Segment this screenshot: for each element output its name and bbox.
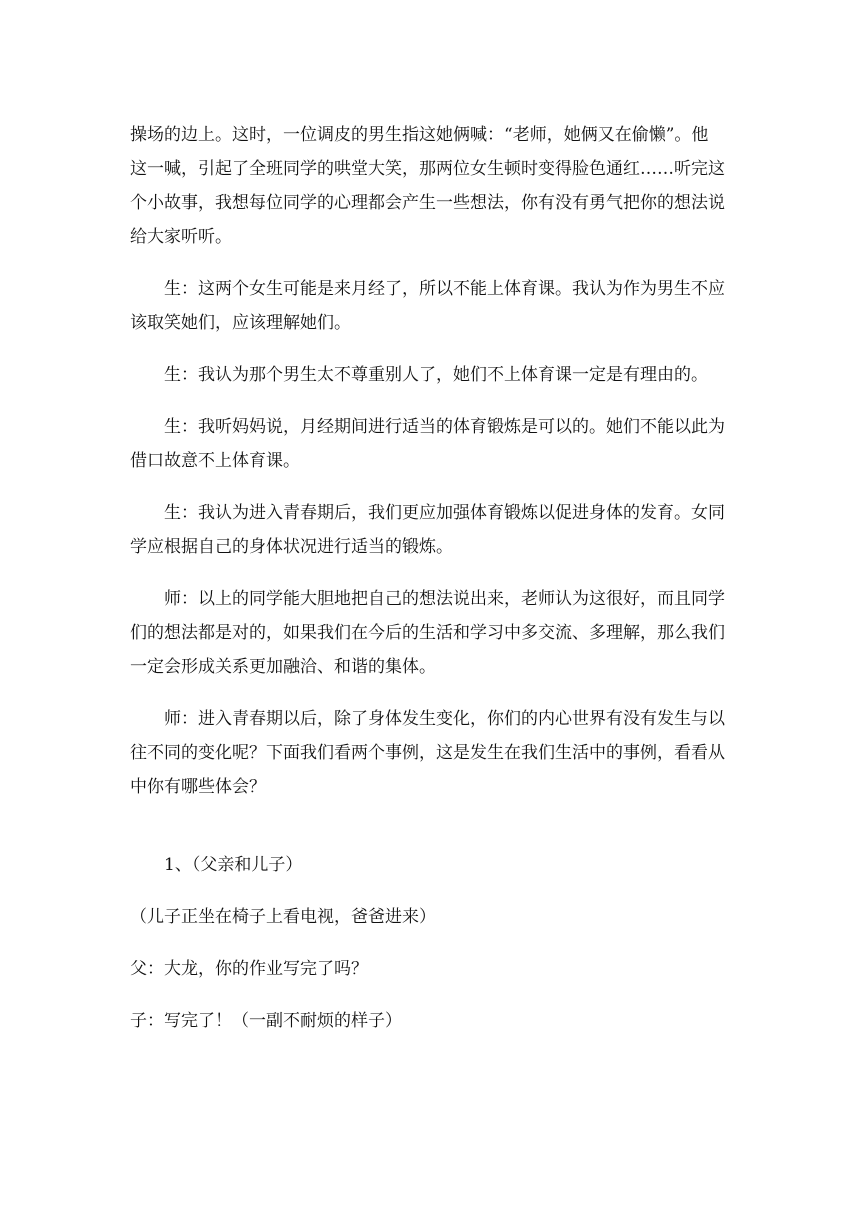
paragraph-line: 师：以上的同学能大胆地把自己的想法说出来，老师认为这很好，而且同学 <box>164 589 725 609</box>
paragraph-line: 给大家听听。 <box>130 227 232 247</box>
paragraph-student-response <box>130 496 730 564</box>
paragraph-teacher-remark <box>130 702 730 804</box>
dialogue-line-father: 父：大龙，你的作业写完了吗？ <box>130 959 368 979</box>
paragraph-line: 该取笑她们，应该理解她们。 <box>130 313 351 333</box>
paragraph-student-response <box>130 410 730 478</box>
paragraph-line: 生：我认为进入青春期后，我们更应加强体育锻炼以促进身体的发育。女同 <box>164 503 725 523</box>
paragraph-line: 借口故意不上体育课。 <box>130 451 300 471</box>
paragraph-line: 这一喊，引起了全班同学的哄堂大笑，那两位女生顿时变得脸色通红……听完这 <box>130 159 725 179</box>
document-body <box>130 118 730 1038</box>
dialogue-line-son: 子：写完了！（一副不耐烦的样子） <box>130 1011 402 1031</box>
paragraph-student-response <box>130 358 730 392</box>
paragraph-line: 生：我听妈妈说，月经期间进行适当的体育锻炼是可以的。她们不能以此为 <box>164 417 725 437</box>
paragraph-line: 们的想法都是对的，如果我们在今后的生活和学习中多交流、多理解，那么我们 <box>130 623 725 643</box>
paragraph-student-response <box>130 272 730 340</box>
example-heading: 1、（父亲和儿子） <box>164 855 303 875</box>
paragraph-line: 生：这两个女生可能是来月经了，所以不能上体育课。我认为作为男生不应 <box>164 279 725 299</box>
paragraph-story-continuation <box>130 118 730 254</box>
paragraph-teacher-remark <box>130 582 730 684</box>
paragraph-line: 操场的边上。这时，一位调皮的男生指这她俩喊：“老师，她俩又在偷懒”。他 <box>130 125 709 145</box>
paragraph-line: 往不同的变化呢？下面我们看两个事例，这是发生在我们生活中的事例，看看从 <box>130 743 725 763</box>
paragraph-line: 中你有哪些体会？ <box>130 777 266 797</box>
dialogue <box>130 900 730 1038</box>
stage-direction: （儿子正坐在椅子上看电视，爸爸进来） <box>130 907 436 927</box>
paragraph-line: 学应根据自己的身体状况进行适当的锻炼。 <box>130 537 453 557</box>
paragraph-line: 生：我认为那个男生太不尊重别人了，她们不上体育课一定是有理由的。 <box>164 365 708 385</box>
paragraph-line: 一定会形成关系更加融洽、和谐的集体。 <box>130 657 436 677</box>
paragraph-line: 师：进入青春期以后，除了身体发生变化，你们的内心世界有没有发生与以 <box>164 709 725 729</box>
paragraph-line: 个小故事，我想每位同学的心理都会产生一些想法，你有没有勇气把你的想法说 <box>130 193 725 213</box>
